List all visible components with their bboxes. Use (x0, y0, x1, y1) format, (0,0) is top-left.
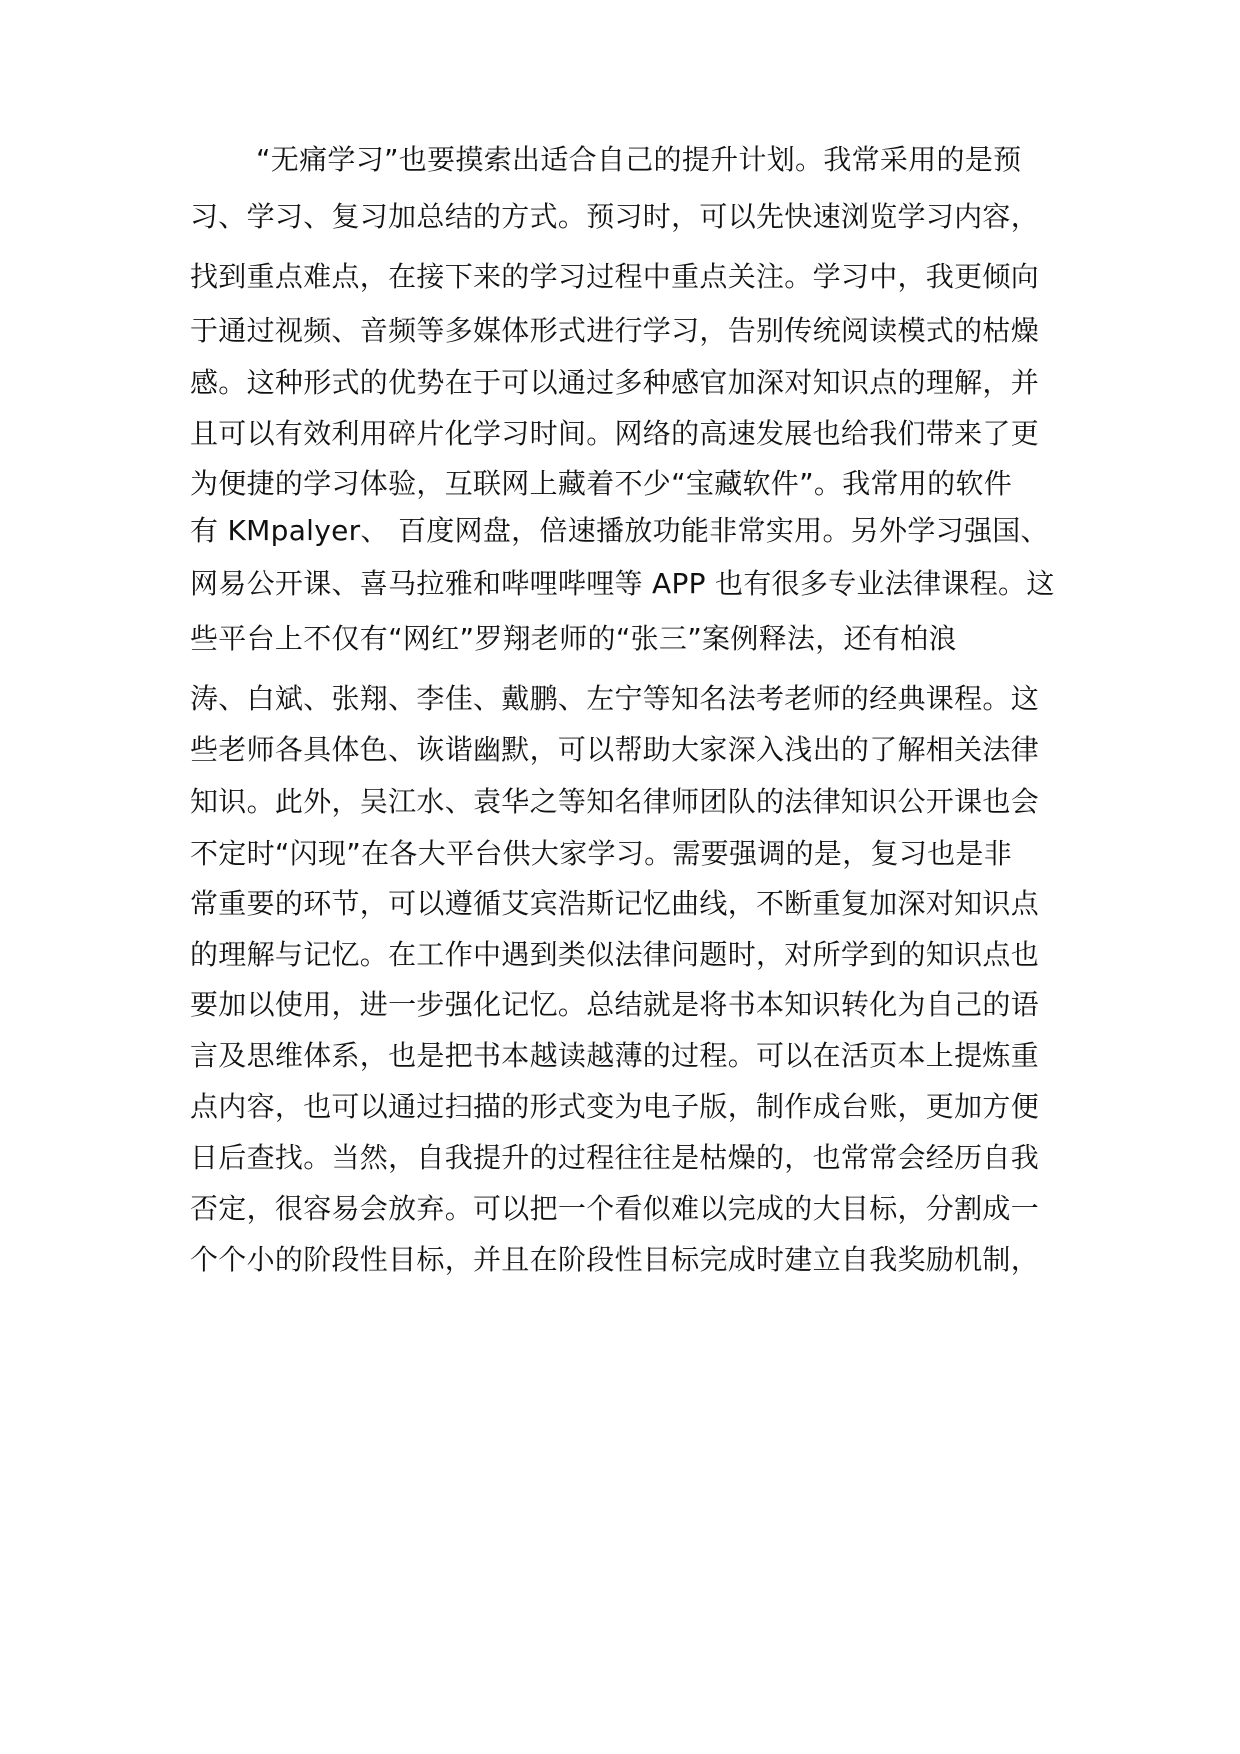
paragraph-line: 习、学习、复习加总结的方式。预习时，可以先快速浏览学习内容， (190, 200, 1040, 233)
paragraph-line: 于通过视频、音频等多媒体形式进行学习，告别传统阅读模式的枯燥 (190, 314, 1040, 347)
paragraph-line: 且可以有效利用碎片化学习时间。网络的高速发展也给我们带来了更 (190, 417, 1040, 450)
paragraph-line: 网易公开课、喜马拉雅和哔哩哔哩等 APP 也有很多专业法律课程。这 (190, 567, 1055, 600)
paragraph-line: 找到重点难点，在接下来的学习过程中重点关注。学习中，我更倾向 (190, 260, 1040, 293)
paragraph-line: 不定时“闪现”在各大平台供大家学习。需要强调的是，复习也是非 (190, 837, 1013, 870)
paragraph-line: 常重要的环节，可以遵循艾宾浩斯记忆曲线，不断重复加深对知识点 (190, 887, 1040, 920)
paragraph-line: 涛、白斌、张翔、李佳、戴鹏、左宁等知名法考老师的经典课程。这 (190, 682, 1040, 715)
paragraph-line: “无痛学习”也要摸索出适合自己的提升计划。我常采用的是预 (256, 143, 1022, 176)
paragraph-line: 点内容，也可以通过扫描的形式变为电子版，制作成台账，更加方便 (190, 1090, 1040, 1123)
paragraph-line: 个个小的阶段性目标，并且在阶段性目标完成时建立自我奖励机制， (190, 1243, 1040, 1276)
paragraph-line: 言及思维体系，也是把书本越读越薄的过程。可以在活页本上提炼重 (190, 1039, 1040, 1072)
paragraph-line: 日后查找。当然，自我提升的过程往往是枯燥的，也常常会经历自我 (190, 1141, 1040, 1174)
paragraph-line: 否定，很容易会放弃。可以把一个看似难以完成的大目标，分割成一 (190, 1192, 1040, 1225)
paragraph-line: 知识。此外，吴江水、袁华之等知名律师团队的法律知识公开课也会 (190, 785, 1040, 818)
paragraph-line: 为便捷的学习体验，互联网上藏着不少“宝藏软件”。我常用的软件 (190, 467, 1013, 500)
paragraph-line: 要加以使用，进一步强化记忆。总结就是将书本知识转化为自己的语 (190, 988, 1040, 1021)
paragraph-line: 些平台上不仅有“网红”罗翔老师的“张三”案例释法，还有柏浪 (190, 622, 957, 655)
paragraph-line: 感。这种形式的优势在于可以通过多种感官加深对知识点的理解，并 (190, 366, 1040, 399)
paragraph-line: 有 KMpalyer、 百度网盘，倍速播放功能非常实用。另外学习强国、 (190, 514, 1049, 547)
paragraph-line: 些老师各具体色、诙谐幽默，可以帮助大家深入浅出的了解相关法律 (190, 733, 1040, 766)
paragraph-line: 的理解与记忆。在工作中遇到类似法律问题时，对所学到的知识点也 (190, 938, 1040, 971)
